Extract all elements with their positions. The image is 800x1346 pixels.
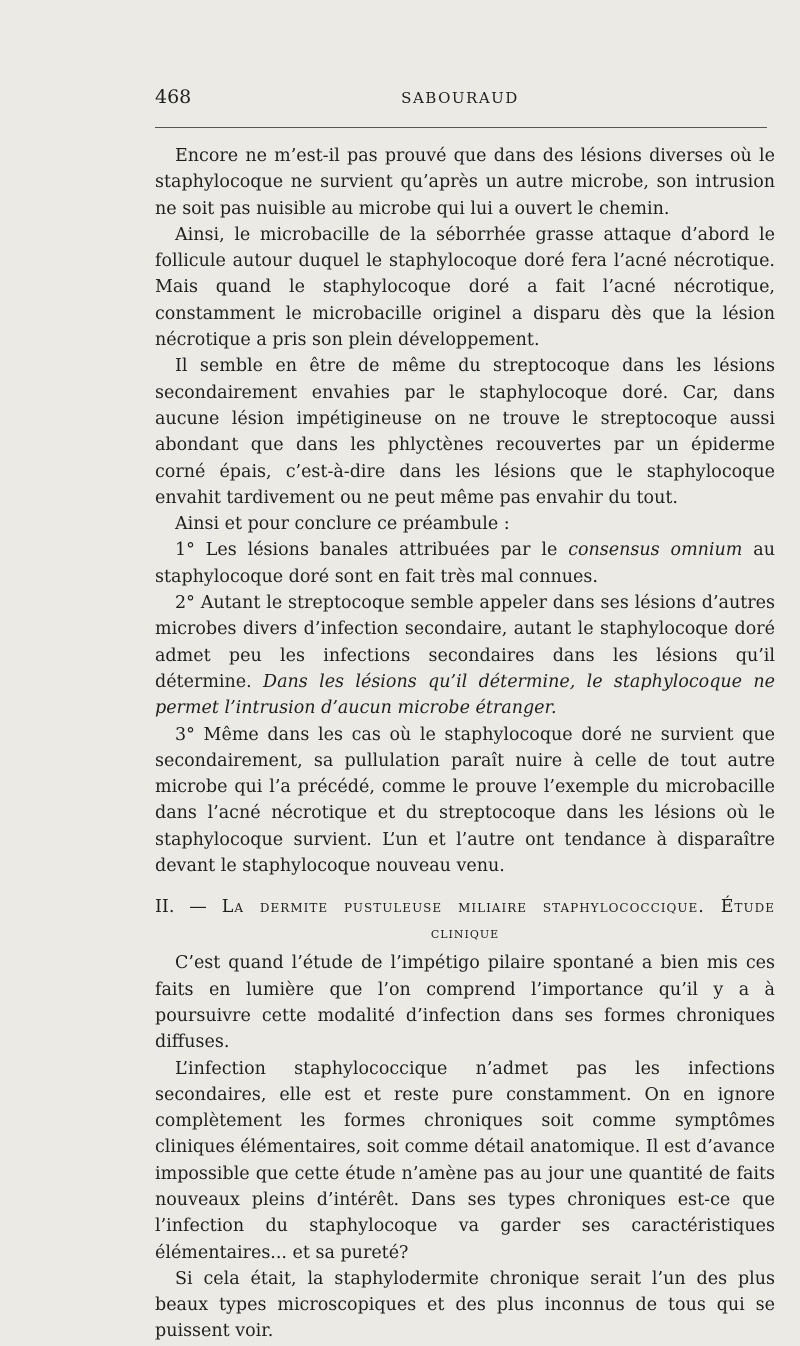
section-paragraph-3: Si cela était, la staphylodermite chronique serait l’un des plus beaux types microscopiques et des plus inconnus de tous qui se puissent voir. (155, 1268, 775, 1342)
conclusion-point-3: 3° Même dans les cas où le staphylocoque doré ne survient que secondairement, sa pullulation paraît nuire à celle de tout autre microbe qui l’a précédé, comme le prouve l’exemple du microbacille dans l’acné nécrotique et du streptocoque dans les lésions où le staphylocoque survient. L’un et l’autre ont tendance à disparaître devant le staphylocoque nouveau venu. (155, 724, 775, 877)
section-heading-line-1 (155, 894, 775, 920)
italic-statement: Dans les lésions qu’il détermine, le staphylocoque ne permet l’intrusion d’aucun microbe étranger. (155, 671, 775, 719)
paragraph-3: Il semble en être de même du streptocoque dans les lésions secondairement envahies par le staphylocoque doré. Car, dans aucune lésion impétigineuse on ne trouve le streptocoque aussi abondant que dans les phlyctènes recouvertes par un épiderme corné épais, c’est-à-dire dans les lésions que le staphylocoque envahit tardivement ou ne peut même pas envahir du tout. (155, 356, 775, 508)
section-paragraph-2: L’infection staphylococcique n’admet pas les infections secondaires, elle est et reste pure constamment. On en ignore complètement les formes chroniques soit comme symptômes cliniques élémentaires, soit comme détail anatomique. Il est d’avance impossible que cette étude n’amène pas au jour une quantité de faits nouveaux pleins d’intérêt. Dans ses types chroniques est-ce que l’infection du staphylocoque va garder ses caractéristiques élémentaires... et sa pureté? (155, 1058, 775, 1263)
running-title: SABOURAUD (401, 89, 519, 107)
paragraph-2: Ainsi, le microbacille de la séborrhée grasse attaque d’abord le follicule autour duquel le staphylocoque doré fera l’acné nécrotique. Mais quand le staphylocoque doré a fait l’acné nécrotique, constamment le microbacille originel a disparu dès que la lésion nécrotique a pris son plein développement. (155, 224, 775, 351)
paragraph-1: Encore ne m’est-il pas prouvé que dans des lésions diverses où le staphylocoque ne survient qu’après un autre microbe, son intrusion ne soit pas nuisible au microbe qui lui a ouvert le chemin. (155, 146, 775, 219)
header-rule (155, 127, 767, 128)
page-number: 468 (155, 86, 192, 108)
section-heading-line-2: clinique (430, 924, 500, 943)
section-paragraph-1: C’est quand l’étude de l’impétigo pilaire spontané a bien mis ces faits en lumière que l’on comprend l’importance qu’il y a à poursuivre cette modalité d’infection dans ses formes chroniques diffuses. (155, 953, 775, 1053)
running-head (155, 86, 765, 116)
section-heading (155, 894, 775, 946)
italic-consensus: consensus omnium (568, 540, 743, 561)
conclusion-point-1: 1° Les lésions banales attribuées par le consensus omnium au staphylocoque doré sont en fait très mal connues. (155, 540, 775, 587)
paragraph-4: Ainsi et pour conclure ce préambule : (175, 514, 510, 535)
section-number: II. — (155, 897, 207, 918)
body-text (155, 143, 775, 1345)
section-title: La dermite pustuleuse miliaire staphylococcique. Étude (221, 897, 775, 918)
conclusion-point-2: 2° Autant le streptocoque semble appeler dans ses lésions d’autres microbes divers d’infection secondaire, autant le staphylocoque doré admet peu les infections secondaires dans les lésions qu’il détermine. Dans les lésions qu’il détermine, le staphylocoque ne permet l’intrusion d’aucun microbe étranger. (155, 593, 775, 719)
